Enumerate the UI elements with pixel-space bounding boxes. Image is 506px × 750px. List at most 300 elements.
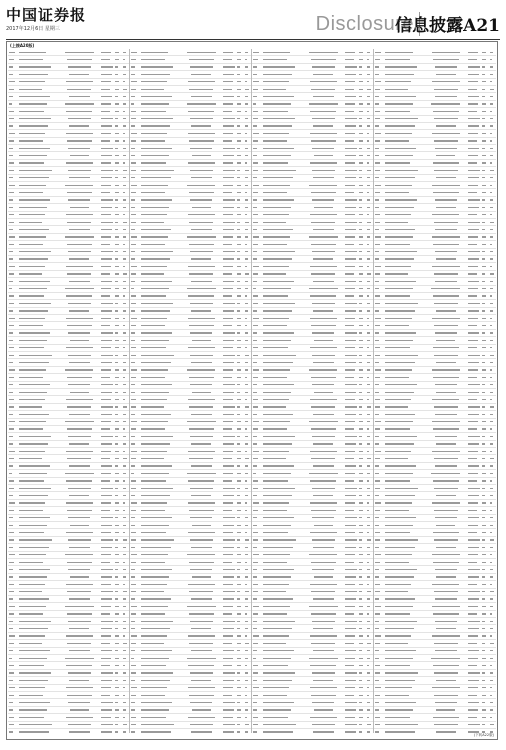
table-cell [366, 576, 373, 577]
table-row [374, 49, 496, 56]
table-cell [384, 52, 425, 53]
table-cell [114, 140, 121, 141]
table-cell [130, 451, 140, 452]
table-cell [384, 547, 425, 548]
table-cell [222, 473, 237, 474]
table-cell [384, 140, 425, 141]
table-row [8, 197, 129, 204]
table-cell [130, 192, 140, 193]
table-row [374, 293, 496, 300]
table-cell [222, 207, 237, 208]
table-row [130, 455, 251, 462]
table-cell [358, 118, 365, 119]
table-cell [366, 177, 373, 178]
table-cell [244, 52, 251, 53]
table-cell [262, 222, 303, 223]
table-row [8, 204, 129, 211]
table-cell [262, 658, 303, 659]
table-cell [425, 369, 466, 370]
table-cell [18, 140, 59, 141]
table-cell [222, 687, 237, 688]
table-cell [303, 59, 344, 60]
table-row [8, 455, 129, 462]
table-row [130, 625, 251, 632]
table-cell [252, 384, 262, 385]
table-cell [252, 510, 262, 511]
table-cell [425, 717, 466, 718]
table-cell [344, 709, 359, 710]
table-cell [303, 695, 344, 696]
table-cell [222, 532, 237, 533]
table-cell [114, 658, 121, 659]
table-cell [374, 369, 384, 370]
table-cell [366, 658, 373, 659]
table-cell [489, 613, 496, 614]
table-cell [425, 377, 466, 378]
table-row [252, 692, 373, 699]
table-cell [114, 133, 121, 134]
table-cell [262, 465, 303, 466]
table-cell [18, 635, 59, 636]
table-cell [481, 406, 488, 407]
table-cell [374, 222, 384, 223]
table-cell [114, 118, 121, 119]
table-cell [366, 680, 373, 681]
table-cell [140, 532, 181, 533]
table-row [374, 226, 496, 233]
table-cell [244, 266, 251, 267]
table-cell [100, 236, 115, 237]
table-cell [481, 355, 488, 356]
table-cell [181, 103, 222, 104]
table-cell [481, 74, 488, 75]
table-cell [244, 502, 251, 503]
table-cell [366, 52, 373, 53]
table-cell [140, 717, 181, 718]
table-row [252, 455, 373, 462]
table-cell [130, 185, 140, 186]
table-cell [140, 258, 181, 259]
table-cell [303, 273, 344, 274]
table-cell [262, 52, 303, 53]
table-cell [130, 724, 140, 725]
table-cell [140, 318, 181, 319]
table-cell [489, 502, 496, 503]
table-cell [236, 74, 243, 75]
table-row [130, 396, 251, 403]
table-cell [262, 665, 303, 666]
table-cell [122, 140, 129, 141]
table-cell [467, 510, 482, 511]
table-row [130, 56, 251, 63]
table-row [130, 101, 251, 108]
table-cell [122, 125, 129, 126]
table-cell [366, 303, 373, 304]
table-cell [358, 458, 365, 459]
table-row [8, 411, 129, 418]
table-cell [344, 148, 359, 149]
table-cell [222, 458, 237, 459]
table-cell [489, 650, 496, 651]
table-cell [303, 399, 344, 400]
table-cell [374, 384, 384, 385]
table-cell [122, 96, 129, 97]
table-cell [358, 665, 365, 666]
table-cell [114, 709, 121, 710]
table-cell [236, 236, 243, 237]
table-cell [8, 421, 18, 422]
table-cell [181, 480, 222, 481]
table-cell [122, 52, 129, 53]
table-cell [130, 643, 140, 644]
table-cell [130, 170, 140, 171]
table-cell [425, 731, 466, 732]
table-row [130, 278, 251, 285]
table-cell [467, 207, 482, 208]
table-row [130, 611, 251, 618]
table-cell [374, 406, 384, 407]
table-cell [374, 569, 384, 570]
table-cell [8, 362, 18, 363]
table-row [130, 640, 251, 647]
table-row [8, 670, 129, 677]
table-cell [114, 687, 121, 688]
table-cell [181, 288, 222, 289]
table-cell [181, 687, 222, 688]
table-cell [384, 310, 425, 311]
table-cell [252, 192, 262, 193]
table-cell [59, 310, 100, 311]
table-cell [489, 488, 496, 489]
table-cell [252, 59, 262, 60]
table-cell [467, 658, 482, 659]
table-cell [122, 273, 129, 274]
table-cell [236, 465, 243, 466]
table-cell [140, 451, 181, 452]
table-cell [114, 495, 121, 496]
table-row [130, 71, 251, 78]
table-cell [489, 495, 496, 496]
table-cell [252, 377, 262, 378]
table-cell [489, 451, 496, 452]
table-cell [114, 377, 121, 378]
table-cell [100, 177, 115, 178]
table-cell [425, 547, 466, 548]
table-cell [59, 695, 100, 696]
table-cell [425, 650, 466, 651]
table-cell [18, 288, 59, 289]
table-cell [244, 576, 251, 577]
table-cell [374, 525, 384, 526]
table-cell [100, 525, 115, 526]
table-cell [374, 702, 384, 703]
table-cell [481, 421, 488, 422]
table-cell [100, 392, 115, 393]
table-cell [489, 369, 496, 370]
table-cell [366, 244, 373, 245]
table-cell [358, 709, 365, 710]
table-row [252, 300, 373, 307]
table-cell [8, 613, 18, 614]
table-cell [467, 59, 482, 60]
table-row [8, 699, 129, 706]
table-cell [18, 362, 59, 363]
table-cell [358, 155, 365, 156]
table-cell [236, 584, 243, 585]
table-cell [18, 207, 59, 208]
table-row [252, 633, 373, 640]
table-cell [140, 421, 181, 422]
table-cell [100, 635, 115, 636]
table-cell [384, 724, 425, 725]
table-cell [181, 421, 222, 422]
table-cell [358, 384, 365, 385]
table-cell [425, 539, 466, 540]
table-cell [252, 111, 262, 112]
table-cell [122, 74, 129, 75]
table-cell [8, 340, 18, 341]
table-cell [262, 118, 303, 119]
table-cell [114, 185, 121, 186]
table-cell [425, 458, 466, 459]
table-cell [344, 731, 359, 732]
table-row [374, 315, 496, 322]
table-cell [181, 355, 222, 356]
table-cell [8, 414, 18, 415]
table-cell [130, 355, 140, 356]
table-cell [222, 369, 237, 370]
table-cell [59, 162, 100, 163]
table-cell [59, 702, 100, 703]
table-row [8, 574, 129, 581]
table-cell [366, 222, 373, 223]
table-row [130, 241, 251, 248]
table-cell [181, 81, 222, 82]
table-cell [303, 665, 344, 666]
table-cell [114, 510, 121, 511]
table-cell [18, 495, 59, 496]
table-cell [100, 59, 115, 60]
table-cell [344, 421, 359, 422]
table-cell [262, 133, 303, 134]
table-cell [122, 111, 129, 112]
table-row [8, 722, 129, 729]
table-cell [222, 451, 237, 452]
table-cell [366, 724, 373, 725]
table-cell [222, 576, 237, 577]
table-cell [344, 717, 359, 718]
table-cell [481, 236, 488, 237]
table-cell [100, 458, 115, 459]
table-row [8, 367, 129, 374]
table-cell [181, 414, 222, 415]
table-cell [467, 325, 482, 326]
table-row [252, 625, 373, 632]
table-cell [489, 510, 496, 511]
table-row [130, 382, 251, 389]
table-cell [8, 576, 18, 577]
table-cell [481, 717, 488, 718]
table-cell [140, 539, 181, 540]
table-cell [358, 539, 365, 540]
table-cell [122, 266, 129, 267]
table-cell [467, 118, 482, 119]
table-cell [252, 162, 262, 163]
table-cell [303, 488, 344, 489]
table-cell [114, 443, 121, 444]
table-cell [140, 702, 181, 703]
table-cell [303, 650, 344, 651]
table-cell [130, 695, 140, 696]
table-row [374, 182, 496, 189]
table-cell [481, 672, 488, 673]
table-cell [374, 436, 384, 437]
table-cell [59, 185, 100, 186]
table-cell [140, 576, 181, 577]
table-cell [489, 347, 496, 348]
table-cell [262, 258, 303, 259]
table-cell [181, 369, 222, 370]
table-cell [181, 258, 222, 259]
table-cell [100, 207, 115, 208]
table-cell [384, 148, 425, 149]
table-row [252, 71, 373, 78]
table-cell [262, 355, 303, 356]
table-cell [374, 318, 384, 319]
table-row [374, 544, 496, 551]
table-cell [236, 480, 243, 481]
table-cell [481, 288, 488, 289]
table-cell [8, 318, 18, 319]
table-row [252, 226, 373, 233]
table-cell [130, 236, 140, 237]
table-cell [489, 325, 496, 326]
table-cell [425, 406, 466, 407]
table-row [374, 359, 496, 366]
table-cell [366, 192, 373, 193]
table-cell [100, 539, 115, 540]
table-cell [489, 569, 496, 570]
table-cell [100, 532, 115, 533]
table-cell [303, 724, 344, 725]
table-cell [130, 428, 140, 429]
table-row [130, 633, 251, 640]
table-row [252, 197, 373, 204]
table-cell [236, 355, 243, 356]
table-cell [236, 598, 243, 599]
table-cell [366, 458, 373, 459]
table-cell [130, 717, 140, 718]
table-cell [481, 148, 488, 149]
table-cell [374, 392, 384, 393]
table-cell [236, 547, 243, 548]
table-cell [467, 74, 482, 75]
table-cell [344, 340, 359, 341]
table-cell [18, 236, 59, 237]
table-cell [100, 377, 115, 378]
table-cell [59, 325, 100, 326]
table-cell [374, 155, 384, 156]
table-row [8, 293, 129, 300]
table-cell [130, 118, 140, 119]
table-cell [181, 399, 222, 400]
table-cell [303, 562, 344, 563]
table-row [374, 441, 496, 448]
table-cell [100, 591, 115, 592]
table-cell [18, 517, 59, 518]
table-row [252, 559, 373, 566]
table-cell [18, 731, 59, 732]
table-row [8, 234, 129, 241]
table-row [252, 596, 373, 603]
table-cell [467, 236, 482, 237]
table-cell [122, 562, 129, 563]
table-cell [489, 273, 496, 274]
table-cell [262, 680, 303, 681]
table-cell [344, 488, 359, 489]
table-cell [130, 66, 140, 67]
table-cell [425, 266, 466, 267]
table-cell [181, 162, 222, 163]
table-cell [384, 562, 425, 563]
table-cell [303, 288, 344, 289]
table-cell [122, 717, 129, 718]
table-row [130, 589, 251, 596]
table-cell [244, 465, 251, 466]
table-cell [425, 362, 466, 363]
table-row [252, 685, 373, 692]
table-cell [8, 384, 18, 385]
table-row [130, 152, 251, 159]
table-cell [8, 192, 18, 193]
table-cell [481, 436, 488, 437]
table-cell [8, 140, 18, 141]
table-cell [114, 244, 121, 245]
table-row [374, 152, 496, 159]
table-cell [384, 606, 425, 607]
table-cell [358, 318, 365, 319]
table-cell [481, 384, 488, 385]
table-cell [384, 421, 425, 422]
table-row [252, 389, 373, 396]
table-cell [114, 598, 121, 599]
table-row [8, 189, 129, 196]
table-cell [467, 384, 482, 385]
table-cell [181, 392, 222, 393]
table-row [252, 618, 373, 625]
table-cell [222, 377, 237, 378]
table-cell [344, 554, 359, 555]
table-row [8, 359, 129, 366]
table-cell [59, 598, 100, 599]
table-cell [8, 148, 18, 149]
table-cell [8, 214, 18, 215]
table-cell [18, 702, 59, 703]
table-cell [358, 613, 365, 614]
table-cell [122, 207, 129, 208]
table-row [8, 352, 129, 359]
table-cell [130, 576, 140, 577]
table-cell [100, 709, 115, 710]
table-cell [100, 81, 115, 82]
table-cell [366, 384, 373, 385]
table-cell [344, 502, 359, 503]
table-row [130, 441, 251, 448]
table-cell [140, 680, 181, 681]
table-cell [18, 421, 59, 422]
table-cell [236, 244, 243, 245]
table-cell [467, 621, 482, 622]
